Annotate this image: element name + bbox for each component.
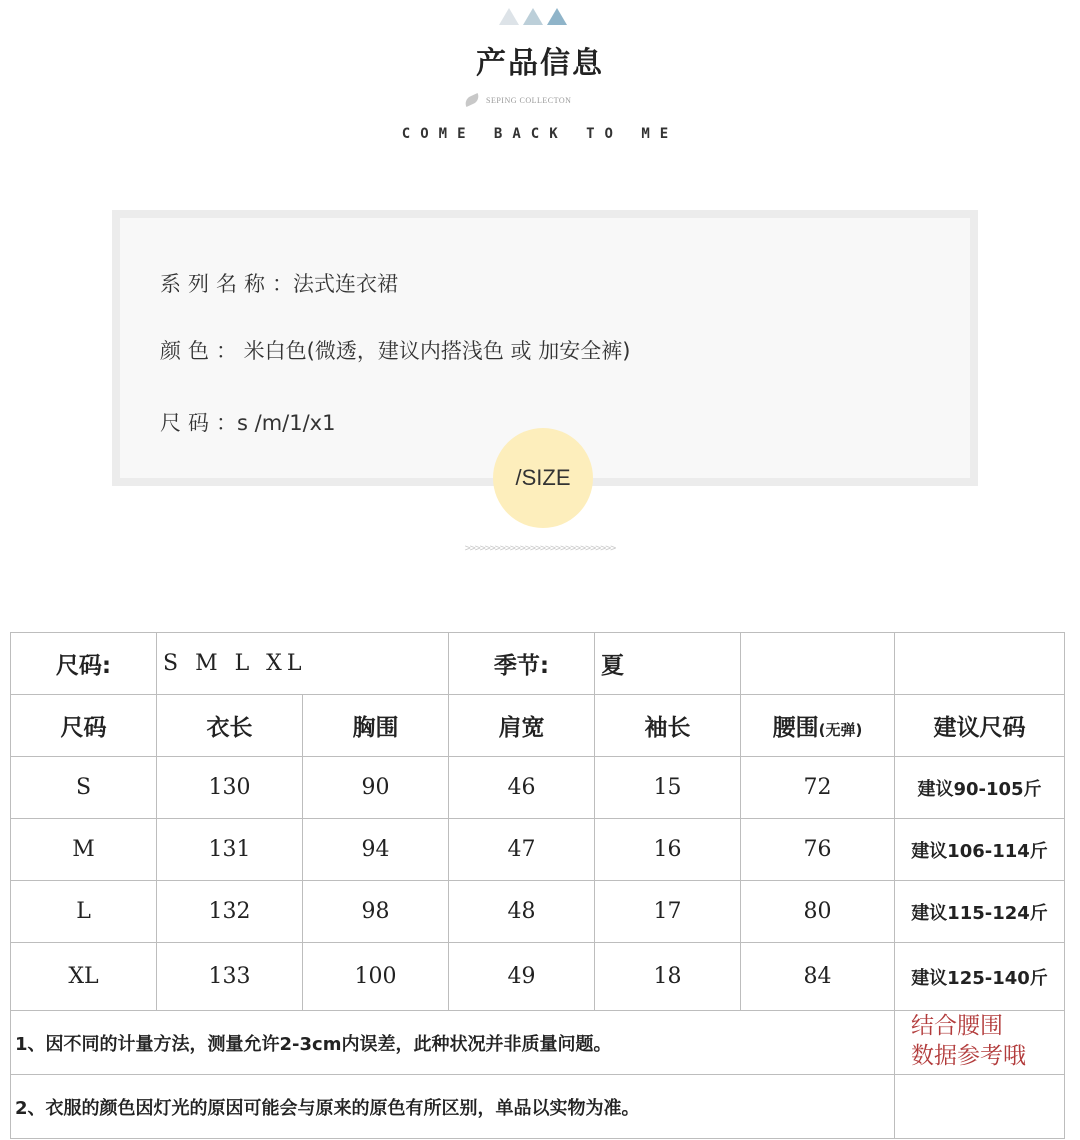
page-title: 产品信息 — [476, 46, 604, 81]
size-table — [10, 632, 1065, 1139]
size-value: ：s /m/1/x1 — [216, 411, 336, 435]
note-2: 2、衣服的颜色因灯光的原因可能会与原来的原色有所区别，单品以实物为准。 — [11, 1075, 895, 1139]
table-row — [11, 757, 1065, 819]
size-label: 尺码 — [160, 411, 216, 435]
cell-waist: 76 — [741, 819, 895, 881]
header-waist-label: 腰围 — [772, 715, 819, 741]
cell-chest: 90 — [303, 757, 449, 819]
color-label: 颜色 — [160, 339, 216, 363]
triangle-icon — [547, 8, 567, 25]
cell-length: 131 — [157, 819, 303, 881]
waist-hint-line2: 数据参考哦 — [911, 1043, 1026, 1069]
cell-shoulder: 49 — [449, 943, 595, 1011]
cell-length: 133 — [157, 943, 303, 1011]
header-chest: 胸围 — [303, 695, 449, 757]
cell-size: L — [11, 881, 157, 943]
header-sleeve: 袖长 — [595, 695, 741, 757]
table-top-row — [11, 633, 1065, 695]
waist-hint-line1: 结合腰围 — [911, 1013, 1003, 1039]
note-row — [11, 1011, 1065, 1075]
color-value: ： 米白色(微透，建议内搭浅色 或 加安全裤) — [216, 339, 631, 363]
cell-waist: 84 — [741, 943, 895, 1011]
header-recommend: 建议尺码 — [895, 695, 1065, 757]
empty-cell — [895, 1075, 1065, 1139]
cell-chest: 94 — [303, 819, 449, 881]
size-line — [160, 407, 335, 437]
leaf-icon — [463, 93, 481, 107]
header-shoulder: 肩宽 — [449, 695, 595, 757]
cell-recommend: 建议115-124斤 — [895, 881, 1065, 943]
cell-shoulder: 46 — [449, 757, 595, 819]
cell-shoulder: 47 — [449, 819, 595, 881]
cell-chest: 100 — [303, 943, 449, 1011]
cell-sleeve: 17 — [595, 881, 741, 943]
series-value: ：法式连衣裙 — [272, 272, 398, 296]
arrow-divider: >>>>>>>>>>>>>>>>>>>>>>>>>>>>>> — [464, 543, 616, 554]
season-label: 季节: — [449, 633, 595, 695]
empty-cell — [741, 633, 895, 695]
cell-recommend: 建议125-140斤 — [895, 943, 1065, 1011]
cell-shoulder: 48 — [449, 881, 595, 943]
tagline: COME BACK TO ME — [401, 126, 679, 142]
cell-size: XL — [11, 943, 157, 1011]
header-waist-note: (无弹) — [818, 721, 863, 739]
header-size: 尺码 — [11, 695, 157, 757]
subtitle: SEPING COLLECTON — [486, 95, 572, 105]
season-value: 夏 — [595, 633, 741, 695]
color-line — [160, 335, 630, 365]
note-1: 1、因不同的计量方法，测量允许2-3cm内误差，此种状况并非质量问题。 — [11, 1011, 895, 1075]
header-length: 衣长 — [157, 695, 303, 757]
header-triangles — [499, 8, 579, 28]
cell-chest: 98 — [303, 881, 449, 943]
triangle-icon — [523, 8, 543, 25]
table-row — [11, 819, 1065, 881]
waist-hint — [895, 1011, 1065, 1075]
cell-length: 132 — [157, 881, 303, 943]
table-row — [11, 881, 1065, 943]
cell-length: 130 — [157, 757, 303, 819]
series-line — [160, 268, 398, 298]
series-label: 系列名称 — [160, 272, 272, 296]
table-row — [11, 943, 1065, 1011]
header-waist — [741, 695, 895, 757]
table-header-row — [11, 695, 1065, 757]
top-size-label: 尺码: — [11, 633, 157, 695]
size-badge: /SIZE — [493, 428, 593, 528]
cell-size: M — [11, 819, 157, 881]
subtitle-row — [464, 92, 624, 108]
triangle-icon — [499, 8, 519, 25]
cell-recommend: 建议106-114斤 — [895, 819, 1065, 881]
empty-cell — [895, 633, 1065, 695]
note-row — [11, 1075, 1065, 1139]
cell-sleeve: 18 — [595, 943, 741, 1011]
cell-waist: 80 — [741, 881, 895, 943]
top-size-values: S M L XL — [157, 633, 449, 695]
cell-sleeve: 15 — [595, 757, 741, 819]
cell-sleeve: 16 — [595, 819, 741, 881]
cell-waist: 72 — [741, 757, 895, 819]
cell-recommend: 建议90-105斤 — [895, 757, 1065, 819]
cell-size: S — [11, 757, 157, 819]
